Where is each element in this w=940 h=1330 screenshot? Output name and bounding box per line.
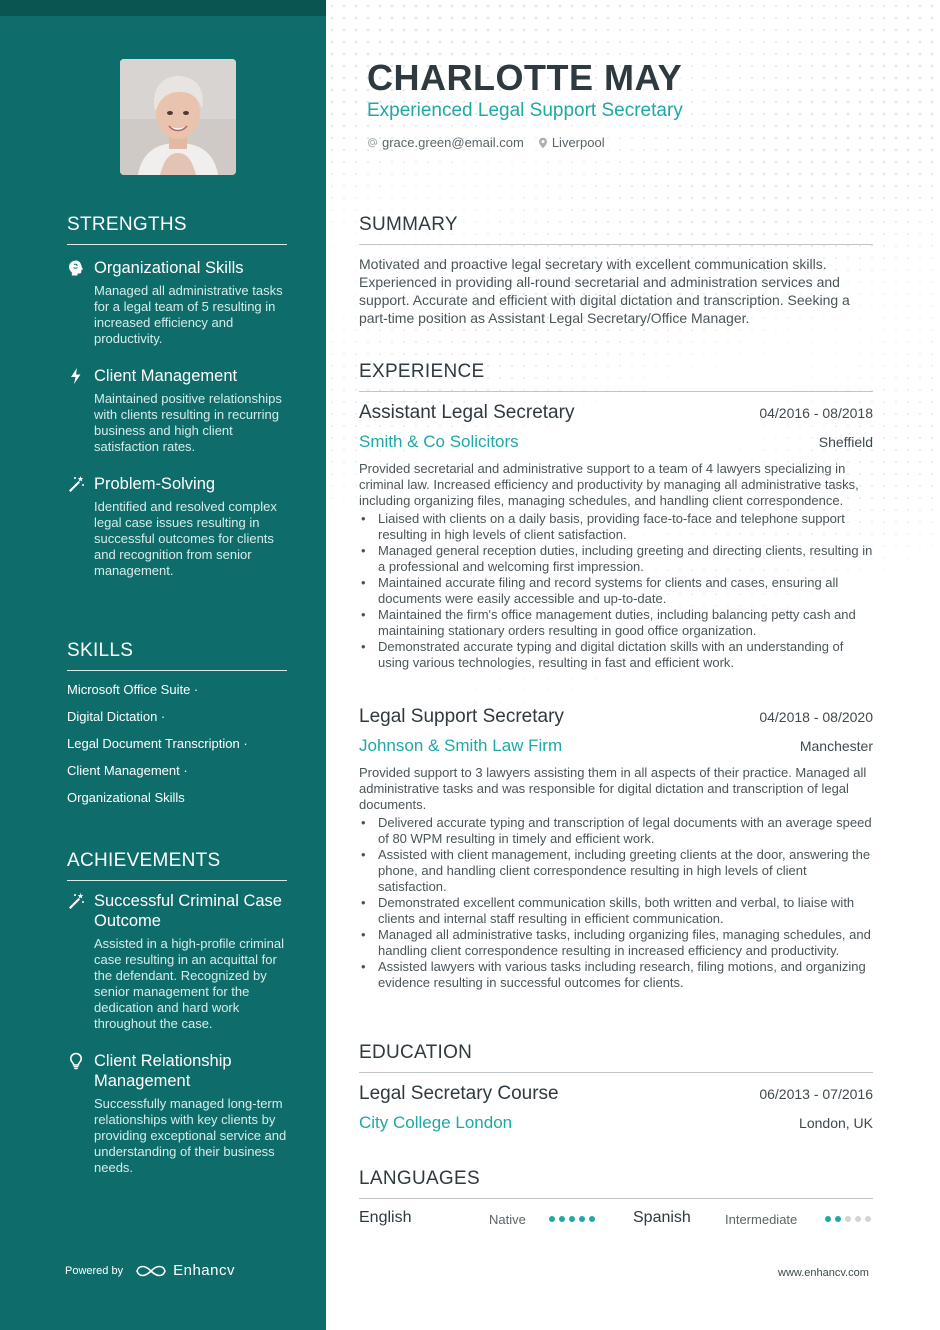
lightbulb-icon	[67, 1052, 85, 1070]
experience-description: Provided support to 3 lawyers assisting them in all aspects of their practice. Managed all administrative tasks and was responsible for digital dictation and transcription of legal documents.	[359, 765, 867, 812]
enhancv-brand-name: Enhancv	[173, 1262, 235, 1279]
lightning-icon	[67, 367, 85, 385]
experience-bullet: • Maintained accurate filing and record systems for clients and cases, ensuring all documents were easily accessible and up-to-date.	[359, 575, 873, 607]
strength-description: Maintained positive relationships with clients resulting in recurring business and high client satisfaction rates.	[94, 391, 282, 454]
proficiency-dot-filled	[579, 1216, 585, 1222]
achievement-item	[67, 891, 287, 1032]
experience-role: Legal Support Secretary	[359, 706, 564, 727]
experience-location: Manchester	[799, 738, 873, 754]
skill-item: Legal Document Transcription ·	[67, 736, 248, 751]
proficiency-dot-empty	[865, 1216, 871, 1222]
experience-location: Sheffield	[818, 434, 873, 450]
experience-entry	[359, 402, 873, 671]
experience-company: Johnson & Smith Law Firm	[359, 736, 563, 755]
email-text: grace.green@email.com	[382, 135, 524, 150]
achievements-section	[67, 850, 287, 1176]
experience-role: Assistant Legal Secretary	[359, 402, 575, 423]
strength-item	[67, 258, 287, 347]
proficiency-dot-filled	[549, 1216, 555, 1222]
experience-dates: 04/2018 - 08/2020	[759, 709, 873, 725]
education-dates: 06/2013 - 07/2016	[759, 1086, 873, 1102]
language-name: Spanish	[633, 1209, 691, 1226]
enhancv-logo-icon	[135, 1263, 167, 1279]
strength-title: Problem-Solving	[94, 475, 216, 493]
experience-bullet: • Demonstrated excellent communication skills, both written and verbal, to liaise with clients and internal staff resulting in efficient communication.	[359, 895, 873, 927]
achievement-description: Assisted in a high-profile criminal case resulting in an acquittal for the defendant. Recognized by senior management for the dedication and hard work throughout the case.	[94, 936, 285, 1031]
achievement-title: Client Relationship Management	[94, 1052, 232, 1090]
experience-title: EXPERIENCE	[359, 361, 873, 392]
strength-item	[67, 366, 287, 455]
summary-title: SUMMARY	[359, 214, 873, 245]
language-proficiency-dots	[825, 1216, 871, 1222]
achievement-title: Successful Criminal Case Outcome	[94, 892, 282, 930]
education-school: City College London	[359, 1113, 513, 1132]
proficiency-dot-filled	[569, 1216, 575, 1222]
experience-bullet: • Maintained the firm's office management duties, including balancing petty cash and maintaining stationary orders resulting in good office organization.	[359, 607, 873, 639]
strength-description: Identified and resolved complex legal case issues resulting in successful outcomes for clients and recognition from senior management.	[94, 499, 277, 578]
education-entry	[359, 1083, 873, 1133]
location-pin-icon	[538, 137, 548, 149]
experience-bullet: • Assisted with client management, including greeting clients at the door, answering the phone, and handling client correspondence resulting in high levels of client satisfaction.	[359, 847, 873, 895]
strength-item	[67, 474, 287, 579]
powered-by	[65, 1262, 235, 1279]
proficiency-dot-empty	[845, 1216, 851, 1222]
experience-bullets	[359, 511, 873, 671]
magic-wand-icon	[67, 892, 85, 910]
candidate-name: CHARLOTTE MAY	[367, 57, 683, 98]
achievement-item	[67, 1051, 287, 1176]
job-title: Experienced Legal Support Secretary	[367, 100, 683, 121]
at-icon	[367, 137, 378, 148]
website-link[interactable]: www.enhancv.com	[778, 1267, 869, 1279]
language-level: Intermediate	[725, 1212, 798, 1227]
location-text: Liverpool	[551, 135, 605, 150]
experience-bullet: • Assisted lawyers with various tasks including research, filing motions, and organizing evidence resulting in successful outcomes for clients.	[359, 959, 873, 991]
proficiency-dot-filled	[835, 1216, 841, 1222]
proficiency-dot-empty	[855, 1216, 861, 1222]
magic-wand-icon	[67, 475, 85, 493]
experience-bullet: • Demonstrated accurate typing and digital dictation skills with an understanding of using various technologies, resulting in fast and efficient work.	[359, 639, 873, 671]
strengths-section	[67, 214, 287, 579]
contact-info	[367, 135, 605, 150]
experience-entry	[359, 706, 873, 991]
education-degree: Legal Secretary Course	[359, 1083, 559, 1104]
enhancv-logo[interactable]	[135, 1262, 235, 1279]
skill-item: Client Management ·	[67, 763, 188, 778]
experience-bullet: • Liaised with clients on a daily basis, providing face-to-face and telephone support resulting in high levels of client satisfaction.	[359, 511, 873, 543]
location-contact	[538, 135, 605, 150]
skills-title: SKILLS	[67, 640, 287, 671]
skills-section	[67, 640, 287, 817]
language-proficiency-dots	[549, 1216, 595, 1222]
strength-description: Managed all administrative tasks for a legal team of 5 resulting in increased efficiency and productivity.	[94, 283, 283, 346]
skill-item: Digital Dictation ·	[67, 709, 166, 724]
summary-text: Motivated and proactive legal secretary with excellent communication skills. Experienced in providing all-round secretarial and administration services and support. Accurate and efficient with digital dictation and transcription. Seeking a part-time position as Assistant Legal Secretary/Office Manager.	[359, 256, 850, 326]
language-name: English	[359, 1209, 412, 1226]
education-location: London, UK	[799, 1115, 873, 1131]
powered-by-label: Powered by	[65, 1264, 124, 1277]
experience-company: Smith & Co Solicitors	[359, 432, 519, 451]
strength-title: Organizational Skills	[94, 259, 244, 277]
proficiency-dot-filled	[559, 1216, 565, 1222]
achievement-description: Successfully managed long-term relationships with key clients by providing exceptional service and understanding of their business needs.	[94, 1096, 287, 1175]
languages-title: LANGUAGES	[359, 1168, 873, 1199]
proficiency-dot-filled	[825, 1216, 831, 1222]
experience-bullet: • Delivered accurate typing and transcription of legal documents with an average speed of 80 WPM resulting in timely and efficient work.	[359, 815, 873, 847]
languages-list	[359, 1209, 873, 1231]
strengths-title: STRENGTHS	[67, 214, 287, 245]
education-title: EDUCATION	[359, 1042, 873, 1073]
email-contact[interactable]	[367, 135, 524, 150]
sidebar	[0, 0, 326, 1330]
proficiency-dot-filled	[589, 1216, 595, 1222]
experience-dates: 04/2016 - 08/2018	[759, 405, 873, 421]
profile-photo	[120, 59, 236, 175]
achievements-title: ACHIEVEMENTS	[67, 850, 287, 881]
skill-item: Microsoft Office Suite ·	[67, 682, 199, 697]
sidebar-top-band	[0, 0, 326, 16]
experience-bullet: • Managed all administrative tasks, including organizing files, managing schedules, and handling client correspondence resulting in increased efficiency and productivity.	[359, 927, 873, 959]
experience-bullet: • Managed general reception duties, including greeting and directing clients, resulting in a professional and welcoming first impression.	[359, 543, 873, 575]
brain-icon	[67, 259, 85, 277]
skill-item: Organizational Skills	[67, 790, 185, 805]
experience-description: Provided secretarial and administrative support to a team of 4 lawyers specializing in criminal law. Increased efficiency and productivity by managing all administrative tasks, including organizing files, managing schedules, and handling client correspondence.	[359, 461, 859, 508]
strength-title: Client Management	[94, 367, 238, 385]
language-level: Native	[489, 1212, 526, 1227]
experience-bullets	[359, 815, 873, 991]
